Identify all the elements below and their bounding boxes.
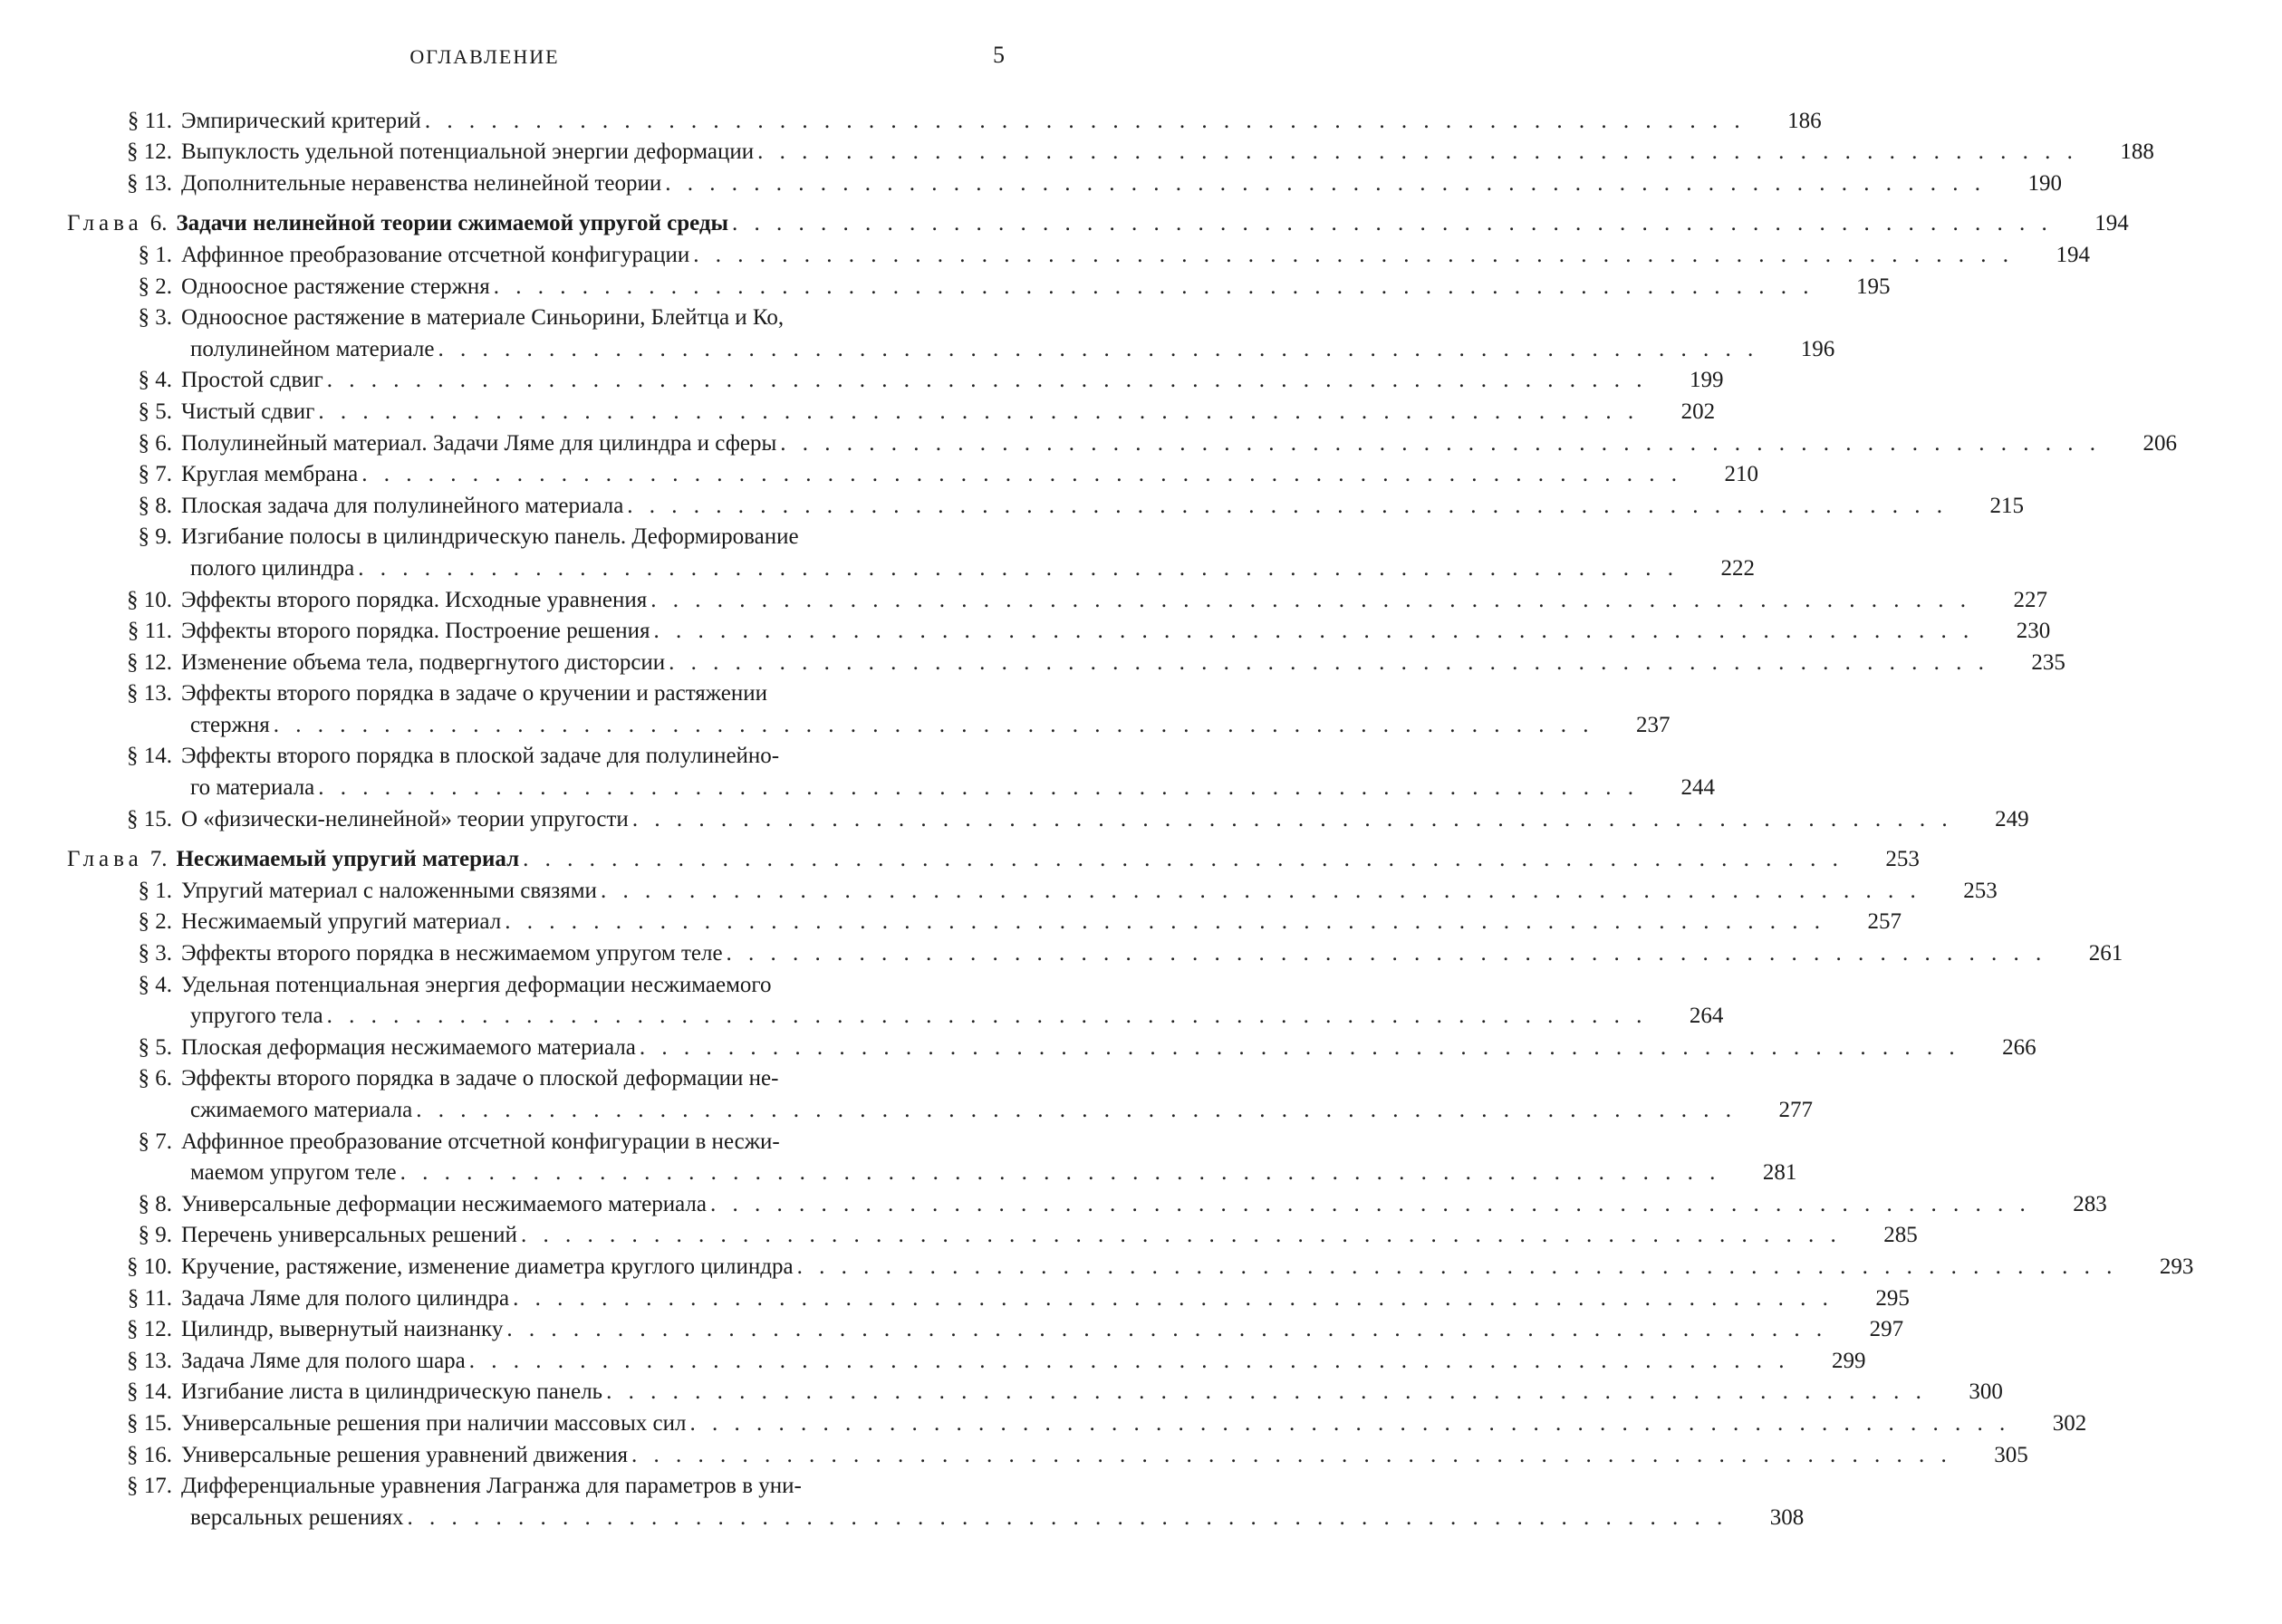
page-number: 196 (1800, 336, 1835, 361)
page-number: 305 (1994, 1442, 2028, 1467)
leader-dots: . . . . . . . . . . . . . . . . . . . . . . . . . . . . . . . . . . . . . . . . . . . . . . . . . . . . . . . . . . . . (796, 1254, 2118, 1279)
section-number-cell (0, 650, 172, 676)
leader-dots: . . . . . . . . . . . . . . . . . . . . . . . . . . . . . . . . . . . . . . . . . . . . . . . . . . . . . . . . . . . . (400, 1160, 1721, 1186)
section-number: § 4. (138, 368, 172, 393)
leader-dots: . . . . . . . . . . . . . . . . . . . . . . . . . . . . . . . . . . . . . . . . . . . . . . . . . . . . . . . . . . . . (326, 1004, 1648, 1029)
toc-section-continuation (0, 331, 1835, 362)
section-title: Эмпирический критерий (181, 108, 421, 133)
toc-section-row[interactable] (0, 393, 1716, 425)
section-title: Аффинное преобразование отсчетной конфигурации в несжи- (181, 1129, 780, 1154)
section-title: Упругий материал с наложенными связями (181, 878, 597, 903)
page-number: 244 (1680, 775, 1716, 801)
section-number-cell (0, 909, 172, 935)
toc-chapter-row[interactable] (0, 206, 2129, 237)
page-number: 285 (1883, 1223, 1918, 1248)
toc-section-row[interactable] (0, 1248, 2194, 1280)
table-of-contents (0, 102, 2194, 1531)
section-title: Выпуклость удельной потенциальной энергии деформации (181, 139, 755, 165)
leader-dots: . . . . . . . . . . . . . . . . . . . . . . . . . . . . . . . . . . . . . . . . . . . . . . . . . . . . . . . . . . . . (438, 336, 1759, 361)
toc-section-row[interactable] (0, 738, 1087, 770)
section-number: § 15. (127, 806, 172, 831)
leader-dots: . . . . . . . . . . . . . . . . . . . . . . . . . . . . . . . . . . . . . . . . . . . . . . . . . . . . . . . . . . . . (318, 775, 1640, 801)
section-title: Эффекты второго порядка в плоской задаче для полулинейно- (181, 744, 780, 769)
leader-dots: . . . . . . . . . . . . . . . . . . . . . . . . . . . . . . . . . . . . . . . . . . . . . . . . . . . . . . . . . . . . (424, 108, 1746, 133)
page-number: 266 (2002, 1034, 2036, 1060)
page-number: 302 (2052, 1410, 2087, 1436)
section-number: § 11. (127, 108, 172, 133)
section-title: Чистый сдвиг (181, 399, 315, 424)
toc-section-continuation (0, 998, 1724, 1030)
section-number-cell (0, 139, 172, 165)
section-number-cell (0, 941, 172, 966)
toc-section-row[interactable] (0, 1280, 1910, 1312)
section-number: § 1. (138, 878, 172, 903)
section-number: § 9. (138, 524, 172, 550)
leader-dots: . . . . . . . . . . . . . . . . . . . . . . . . . . . . . . . . . . . . . . . . . . . . . . . . . . . . . . . . . . . . (493, 274, 1815, 299)
section-title: Задача Ляме для полого цилиндра (181, 1285, 510, 1311)
toc-section-continuation (0, 706, 1671, 738)
section-number: § 13. (127, 681, 172, 706)
toc-section-row[interactable] (0, 1029, 2036, 1061)
section-number-cell (0, 807, 172, 832)
section-number: § 6. (138, 430, 172, 456)
page-number: 195 (1856, 274, 1891, 299)
page-number: 227 (2013, 587, 2048, 612)
toc-section-continuation (0, 1091, 1813, 1123)
section-title: Изгибание полосы в цилиндрическую панель. Деформирование (181, 524, 799, 550)
toc-section-row[interactable] (0, 1342, 1866, 1374)
leader-dots: . . . . . . . . . . . . . . . . . . . . . . . . . . . . . . . . . . . . . . . . . . . . . . . . . . . . . . . . . . . . (631, 806, 1953, 831)
leader-dots: . . . . . . . . . . . . . . . . . . . . . . . . . . . . . . . . . . . . . . . . . . . . . . . . . . . . . . . . . . . . (506, 1317, 1828, 1342)
section-title: Эффекты второго порядка. Исходные уравнения (181, 587, 648, 612)
chapter-number: 6. (149, 211, 168, 236)
toc-section-row[interactable] (0, 456, 1758, 488)
toc-section-row[interactable] (0, 1468, 1087, 1500)
section-number-cell (0, 1223, 172, 1248)
chapter-number: 7. (149, 847, 168, 872)
section-number: § 16. (127, 1442, 172, 1467)
section-title: Круглая мембрана (181, 462, 359, 487)
section-title-continued: сжимаемого материала (190, 1098, 413, 1122)
leader-dots: . . . . . . . . . . . . . . . . . . . . . . . . . . . . . . . . . . . . . . . . . . . . . . . . . . . . . . . . . . . . (273, 712, 1594, 737)
page-number: 215 (1989, 493, 2025, 518)
section-number: § 2. (138, 909, 172, 935)
leader-dots: . . . . . . . . . . . . . . . . . . . . . . . . . . . . . . . . . . . . . . . . . . . . . . . . . . . . . . . . . . . . (709, 1191, 2031, 1216)
section-title: Полулинейный материал. Задачи Ляме для цилиндра и сферы (181, 430, 777, 456)
page-number: 210 (1724, 462, 1758, 487)
leader-dots: . . . . . . . . . . . . . . . . . . . . . . . . . . . . . . . . . . . . . . . . . . . . . . . . . . . . . . . . . . . . (631, 1442, 1952, 1467)
leader-dots: . . . . . . . . . . . . . . . . . . . . . . . . . . . . . . . . . . . . . . . . . . . . . . . . . . . . . . . . . . . . (606, 1379, 1927, 1405)
leader-dots: . . . . . . . . . . . . . . . . . . . . . . . . . . . . . . . . . . . . . . . . . . . . . . . . . . . . . . . . . . . . (726, 941, 2047, 966)
section-number-cell (0, 1066, 172, 1091)
section-title: Эффекты второго порядка в несжимаемом упругом теле (181, 941, 723, 966)
page-number: 253 (1963, 878, 1998, 903)
section-number-cell (0, 744, 172, 769)
section-title: Аффинное преобразование отсчетной конфигурации (181, 242, 690, 267)
page-number: 295 (1875, 1285, 1910, 1311)
section-number-cell (0, 524, 172, 550)
header-page-number: 5 (993, 42, 1005, 68)
page-number: 206 (2142, 430, 2178, 456)
leader-dots: . . . . . . . . . . . . . . . . . . . . . . . . . . . . . . . . . . . . . . . . . . . . . . . . . . . . . . . . . . . . (665, 170, 1987, 196)
section-number: § 11. (127, 619, 172, 644)
section-title: Кручение, растяжение, изменение диаметра круглого цилиндра (181, 1254, 794, 1279)
toc-section-row[interactable] (0, 425, 2178, 456)
section-number-cell (0, 399, 172, 425)
section-number-cell (0, 305, 172, 331)
section-number-cell (0, 368, 172, 393)
toc-section-row[interactable] (0, 236, 2091, 268)
toc-section-continuation (0, 769, 1716, 801)
section-number: § 14. (127, 744, 172, 769)
section-number-cell (0, 1286, 172, 1312)
section-title-continued: го материала (190, 775, 315, 801)
page-number: 202 (1680, 399, 1716, 424)
section-title: Изменение объема тела, подвергнутого дисторсии (181, 649, 666, 675)
page-number: 300 (1969, 1379, 2003, 1405)
leader-dots: . . . . . . . . . . . . . . . . . . . . . . . . . . . . . . . . . . . . . . . . . . . . . . . . . . . . . . . . . . . . (505, 909, 1825, 935)
toc-section-row[interactable] (0, 1374, 2003, 1406)
chapter-title: Задачи нелинейной теории сжимаемой упругой среды (176, 211, 729, 236)
toc-section-row[interactable] (0, 644, 2065, 676)
leader-dots: . . . . . . . . . . . . . . . . . . . . . . . . . . . . . . . . . . . . . . . . . . . . . . . . . . . . . . . . . . . . (358, 555, 1679, 581)
page-number: 261 (2088, 941, 2123, 966)
section-number-cell (0, 1379, 172, 1405)
section-number: § 1. (138, 242, 172, 267)
section-title: Плоская задача для полулинейного материала (181, 493, 624, 518)
toc-section-row[interactable] (0, 581, 2048, 613)
section-number: § 12. (127, 1317, 172, 1342)
section-number: § 8. (138, 493, 172, 518)
section-number: § 5. (138, 1034, 172, 1060)
page-number: 194 (2094, 211, 2129, 236)
leader-dots: . . . . . . . . . . . . . . . . . . . . . . . . . . . . . . . . . . . . . . . . . . . . . . . . . . . . . . . . . . . . (650, 587, 1972, 612)
leader-dots: . . . . . . . . . . . . . . . . . . . . . . . . . . . . . . . . . . . . . . . . . . . . . . . . . . . . . . . . . . . . (627, 493, 1949, 518)
section-number: § 9. (138, 1223, 172, 1248)
leader-dots: . . . . . . . . . . . . . . . . . . . . . . . . . . . . . . . . . . . . . . . . . . . . . . . . . . . . . . . . . . . . (407, 1504, 1728, 1530)
leader-dots: . . . . . . . . . . . . . . . . . . . . . . . . . . . . . . . . . . . . . . . . . . . . . . . . . . . . . . . . . . . . (513, 1285, 1834, 1311)
toc-section-row[interactable] (0, 872, 1998, 904)
section-number: § 17. (127, 1474, 172, 1499)
leader-dots: . . . . . . . . . . . . . . . . . . . . . . . . . . . . . . . . . . . . . . . . . . . . . . . . . . . . . . . . . . . . (468, 1348, 1790, 1373)
toc-section-continuation (0, 1499, 1805, 1531)
section-number-cell (0, 171, 172, 197)
section-number: § 8. (138, 1191, 172, 1216)
page-number: 277 (1778, 1098, 1813, 1122)
section-number: § 5. (138, 399, 172, 424)
toc-section-row[interactable] (0, 1437, 2028, 1468)
toc-section-row[interactable] (0, 1186, 2107, 1217)
section-title: Перечень универсальных решений (181, 1223, 517, 1248)
section-number: § 6. (138, 1066, 172, 1091)
section-title: Несжимаемый упругий материал (181, 909, 502, 935)
toc-section-row[interactable] (0, 966, 1087, 998)
section-number: § 4. (138, 972, 172, 997)
section-number: § 7. (138, 1129, 172, 1154)
section-title-continued: версальных решениях (190, 1504, 404, 1530)
running-header (0, 40, 1087, 76)
chapter-word: Глава (67, 847, 143, 872)
section-number: § 11. (127, 1285, 172, 1311)
leader-dots: . . . . . . . . . . . . . . . . . . . . . . . . . . . . . . . . . . . . . . . . . . . . . . . . . . . . . . . . . . . . (669, 649, 1989, 675)
leader-dots: . . . . . . . . . . . . . . . . . . . . . . . . . . . . . . . . . . . . . . . . . . . . . . . . . . . . . . . . . . . . (361, 462, 1682, 487)
section-number: § 3. (138, 305, 172, 331)
section-number: § 13. (127, 170, 172, 196)
toc-section-row[interactable] (0, 134, 2154, 166)
section-number-cell (0, 588, 172, 613)
toc-section-row[interactable] (0, 300, 1087, 332)
toc-section-row[interactable] (0, 935, 2123, 966)
section-number: § 12. (127, 649, 172, 675)
toc-section-row[interactable] (0, 676, 1087, 707)
section-number-cell (0, 243, 172, 268)
page-number: 283 (2073, 1191, 2107, 1216)
section-number-cell (0, 619, 172, 644)
section-title-continued: полулинейном материале (190, 336, 435, 361)
section-number: § 10. (127, 1254, 172, 1279)
section-number: § 2. (138, 274, 172, 299)
section-number-cell (0, 1349, 172, 1374)
page-number: 188 (2120, 139, 2154, 165)
leader-dots: . . . . . . . . . . . . . . . . . . . . . . . . . . . . . . . . . . . . . . . . . . . . . . . . . . . . . . . . . . . . (639, 1034, 1960, 1060)
section-number-cell (0, 1129, 172, 1155)
header-title: ОГЛАВЛЕНИЕ (409, 45, 560, 68)
toc-section-continuation (0, 550, 1755, 581)
section-number: § 15. (127, 1410, 172, 1436)
toc-section-row[interactable] (0, 362, 1724, 394)
toc-section-row[interactable] (0, 1405, 2087, 1437)
section-number-cell (0, 681, 172, 706)
section-title-continued: полого цилиндра (190, 555, 355, 581)
leader-dots: . . . . . . . . . . . . . . . . . . . . . . . . . . . . . . . . . . . . . . . . . . . . . . . . . . . . . . . . . . . . (326, 368, 1648, 393)
leader-dots: . . . . . . . . . . . . . . . . . . . . . . . . . . . . . . . . . . . . . . . . . . . . . . . . . . . . . . . . . . . . (693, 242, 2015, 267)
page-number: 230 (2016, 619, 2051, 644)
section-title: Цилиндр, вывернутый наизнанку (181, 1317, 504, 1342)
page-number: 281 (1762, 1160, 1797, 1186)
toc-section-row[interactable] (0, 487, 2025, 519)
page-number: 257 (1867, 909, 1902, 935)
section-title: Универсальные деформации несжимаемого материала (181, 1191, 707, 1216)
page-number: 190 (2027, 170, 2063, 196)
section-title: Эффекты второго порядка в задаче о плоской деформации не- (181, 1066, 779, 1091)
section-title: Задача Ляме для полого шара (181, 1348, 466, 1373)
section-number-cell (0, 431, 172, 456)
section-number-cell (0, 1254, 172, 1280)
toc-chapter-row[interactable] (0, 841, 1920, 873)
leader-dots: . . . . . . . . . . . . . . . . . . . . . . . . . . . . . . . . . . . . . . . . . . . . . . . . . . . . . . . . . . . . (600, 878, 1921, 903)
section-number-cell (0, 1443, 172, 1468)
page-number: 235 (2031, 649, 2065, 675)
page-number: 293 (2159, 1254, 2194, 1279)
leader-dots: . . . . . . . . . . . . . . . . . . . . . . . . . . . . . . . . . . . . . . . . . . . . . . . . . . . . . . . . . . . . (757, 139, 2078, 165)
section-number-cell (0, 494, 172, 519)
section-title-continued: маемом упругом теле (190, 1160, 397, 1186)
leader-dots: . . . . . . . . . . . . . . . . . . . . . . . . . . . . . . . . . . . . . . . . . . . . . . . . . . . . . . . . . . . . (780, 430, 2102, 456)
page-number: 308 (1769, 1504, 1805, 1530)
section-number-cell (0, 1317, 172, 1342)
leader-dots: . . . . . . . . . . . . . . . . . . . . . . . . . . . . . . . . . . . . . . . . . . . . . . . . . . . . . . . . . . . . (416, 1098, 1737, 1122)
toc-section-row[interactable] (0, 1061, 1087, 1092)
section-number-cell (0, 1192, 172, 1217)
page-number: 222 (1720, 555, 1755, 581)
page-number: 264 (1689, 1004, 1724, 1029)
section-number-cell (0, 462, 172, 487)
section-title: Удельная потенциальная энергия деформации несжимаемого (181, 972, 772, 997)
section-title: О «физически-нелинейной» теории упругости (181, 806, 629, 831)
section-title: Одноосное растяжение в материале Синьорини, Блейтца и Ко, (181, 305, 785, 331)
toc-section-row[interactable] (0, 268, 1891, 300)
section-number-cell (0, 1411, 172, 1437)
section-number: § 3. (138, 941, 172, 966)
toc-section-continuation (0, 1155, 1797, 1187)
section-title: Плоская деформация несжимаемого материала (181, 1034, 636, 1060)
section-number: § 7. (138, 462, 172, 487)
toc-section-row[interactable] (0, 801, 2029, 832)
section-number: § 14. (127, 1379, 172, 1405)
section-number: § 12. (127, 139, 172, 165)
chapter-word: Глава (67, 211, 143, 236)
leader-dots: . . . . . . . . . . . . . . . . . . . . . . . . . . . . . . . . . . . . . . . . . . . . . . . . . . . . . . . . . . . . (523, 847, 1844, 872)
section-title: Универсальные решения уравнений движения (181, 1442, 629, 1467)
section-title: Эффекты второго порядка. Построение решения (181, 619, 650, 644)
toc-section-row[interactable] (0, 1123, 1087, 1155)
section-title: Одноосное растяжение стержня (181, 274, 490, 299)
page-number: 299 (1832, 1348, 1866, 1373)
section-title: Дополнительные неравенства нелинейной теории (181, 170, 662, 196)
section-number-cell (0, 879, 172, 904)
section-title: Простой сдвиг (181, 368, 323, 393)
toc-section-row[interactable] (0, 102, 1822, 134)
section-number-cell (0, 1474, 172, 1499)
section-number: § 10. (127, 587, 172, 612)
section-number-cell (0, 274, 172, 300)
section-number-cell (0, 109, 172, 134)
page-number: 237 (1636, 712, 1671, 737)
section-title: Изгибание листа в цилиндрическую панель (181, 1379, 603, 1405)
leader-dots: . . . . . . . . . . . . . . . . . . . . . . . . . . . . . . . . . . . . . . . . . . . . . . . . . . . . . . . . . . . . (732, 211, 2053, 236)
section-title: Дифференциальные уравнения Лагранжа для параметров в уни- (181, 1474, 802, 1499)
toc-section-row[interactable] (0, 165, 2063, 197)
leader-dots: . . . . . . . . . . . . . . . . . . . . . . . . . . . . . . . . . . . . . . . . . . . . . . . . . . . . . . . . . . . . (689, 1410, 2011, 1436)
page-number: 194 (2056, 242, 2091, 267)
page-number: 249 (1995, 806, 2029, 831)
chapter-title: Несжимаемый упругий материал (176, 847, 520, 872)
section-title: Эффекты второго порядка в задаче о кручении и растяжении (181, 681, 767, 706)
toc-section-row[interactable] (0, 904, 1902, 936)
section-title-continued: упругого тела (190, 1004, 323, 1029)
page-number: 297 (1869, 1317, 1904, 1342)
toc-section-row[interactable] (0, 613, 2051, 645)
leader-dots: . . . . . . . . . . . . . . . . . . . . . . . . . . . . . . . . . . . . . . . . . . . . . . . . . . . . . . . . . . . . (520, 1223, 1842, 1248)
toc-section-row[interactable] (0, 1312, 1904, 1343)
toc-section-row[interactable] (0, 1217, 1918, 1249)
leader-dots: . . . . . . . . . . . . . . . . . . . . . . . . . . . . . . . . . . . . . . . . . . . . . . . . . . . . . . . . . . . . (653, 619, 1975, 644)
leader-dots: . . . . . . . . . . . . . . . . . . . . . . . . . . . . . . . . . . . . . . . . . . . . . . . . . . . . . . . . . . . . (318, 399, 1640, 424)
page-number: 199 (1690, 368, 1724, 393)
section-title: Универсальные решения при наличии массовых сил (181, 1410, 687, 1436)
toc-section-row[interactable] (0, 519, 1087, 551)
page-number: 186 (1787, 108, 1822, 133)
section-number: § 13. (127, 1348, 172, 1373)
section-number-cell (0, 973, 172, 998)
page-number: 253 (1885, 847, 1920, 872)
section-title-continued: стержня (190, 712, 270, 737)
section-number-cell (0, 1035, 172, 1061)
